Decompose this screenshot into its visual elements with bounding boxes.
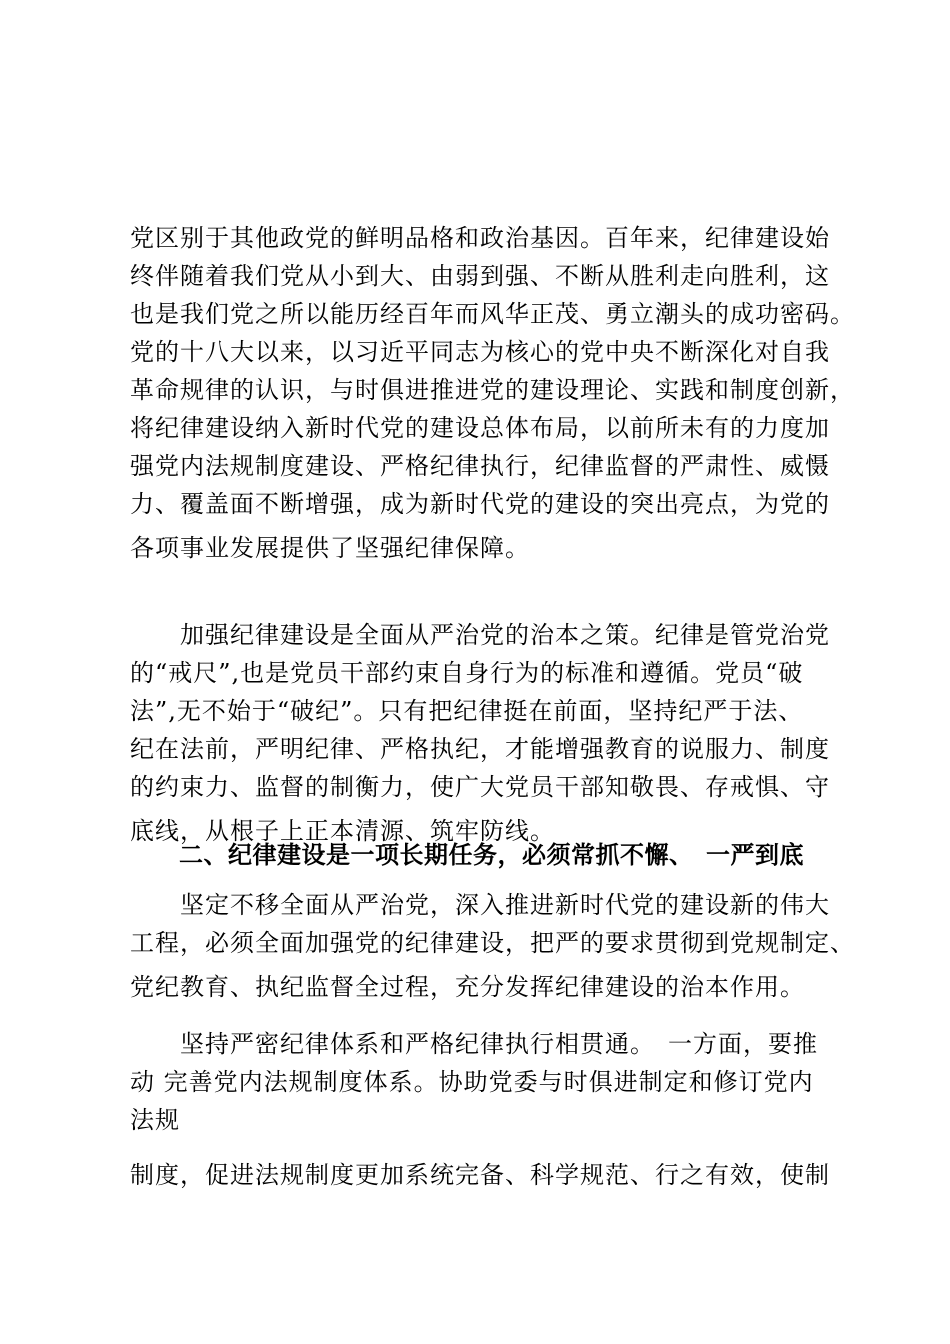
heading-line: 二、纪律建设是一项长期任务，必须常抓不懈、 一严到底 xyxy=(130,840,804,869)
text-line: 的“戒尺”,也是党员干部约束自身行为的标准和遵循。党员“破 xyxy=(130,659,804,687)
text-line: 法规 xyxy=(130,1106,180,1134)
text-line: 坚持严密纪律体系和严格纪律执行相贯通。 一方面，要推 xyxy=(130,1030,818,1058)
text-line: 法”,无不始于“破纪”。只有把纪律挺在前面，坚持纪严于法、 xyxy=(130,697,804,725)
paragraph-3 xyxy=(130,886,855,1006)
text-line: 党纪教育、执纪监督全过程，充分发挥纪律建设的治本作用。 xyxy=(130,973,805,1001)
text-line: 加强纪律建设是全面从严治党的治本之策。纪律是管党治党 xyxy=(130,621,830,649)
text-line: 工程，必须全面加强党的纪律建设，把严的要求贯彻到党规制定、 xyxy=(130,929,855,957)
text-line: 力、覆盖面不断增强，成为新时代党的建设的突出亮点，为党的 xyxy=(130,490,830,518)
text-line: 坚定不移全面从严治党，深入推进新时代党的建设新的伟大 xyxy=(130,891,830,919)
text-line: 将纪律建设纳入新时代党的建设总体布局，以前所未有的力度加 xyxy=(130,414,830,442)
text-line: 的约束力、监督的制衡力，使广大党员干部知敬畏、存戒惧、守 xyxy=(130,773,830,801)
paragraph-2 xyxy=(130,616,830,850)
paragraph-5 xyxy=(130,1156,830,1194)
text-line: 强党内法规制度建设、严格纪律执行，纪律监督的严肃性、威慑 xyxy=(130,452,830,480)
text-line: 底线，从根子上正本清源、筑牢防线。 xyxy=(130,817,555,845)
text-line: 动 完善党内法规制度体系。协助党委与时俱进制定和修订党内 xyxy=(130,1068,814,1096)
text-line: 党区别于其他政党的鲜明品格和政治基因。百年来，纪律建设始 xyxy=(130,224,830,252)
text-line: 革命规律的认识，与时俱进推进党的建设理论、实践和制度创新， xyxy=(130,376,855,404)
text-line: 终伴随着我们党从小到大、由弱到强、不断从胜利走向胜利，这 xyxy=(130,262,830,290)
section-heading xyxy=(130,836,830,874)
text-line: 纪在法前，严明纪律、严格执纪，才能增强教育的说服力、制度 xyxy=(130,735,830,763)
text-line: 各项事业发展提供了坚强纪律保障。 xyxy=(130,534,530,562)
paragraph-1 xyxy=(130,219,855,567)
text-line: 党的十八大以来，以习近平同志为核心的党中央不断深化对自我 xyxy=(130,338,830,366)
paragraph-4 xyxy=(130,1025,830,1139)
text-line: 也是我们党之所以能历经百年而风华正茂、勇立潮头的成功密码。 xyxy=(130,300,855,328)
text-line: 制度，促进法规制度更加系统完备、科学规范、行之有效，使制 xyxy=(130,1161,830,1189)
